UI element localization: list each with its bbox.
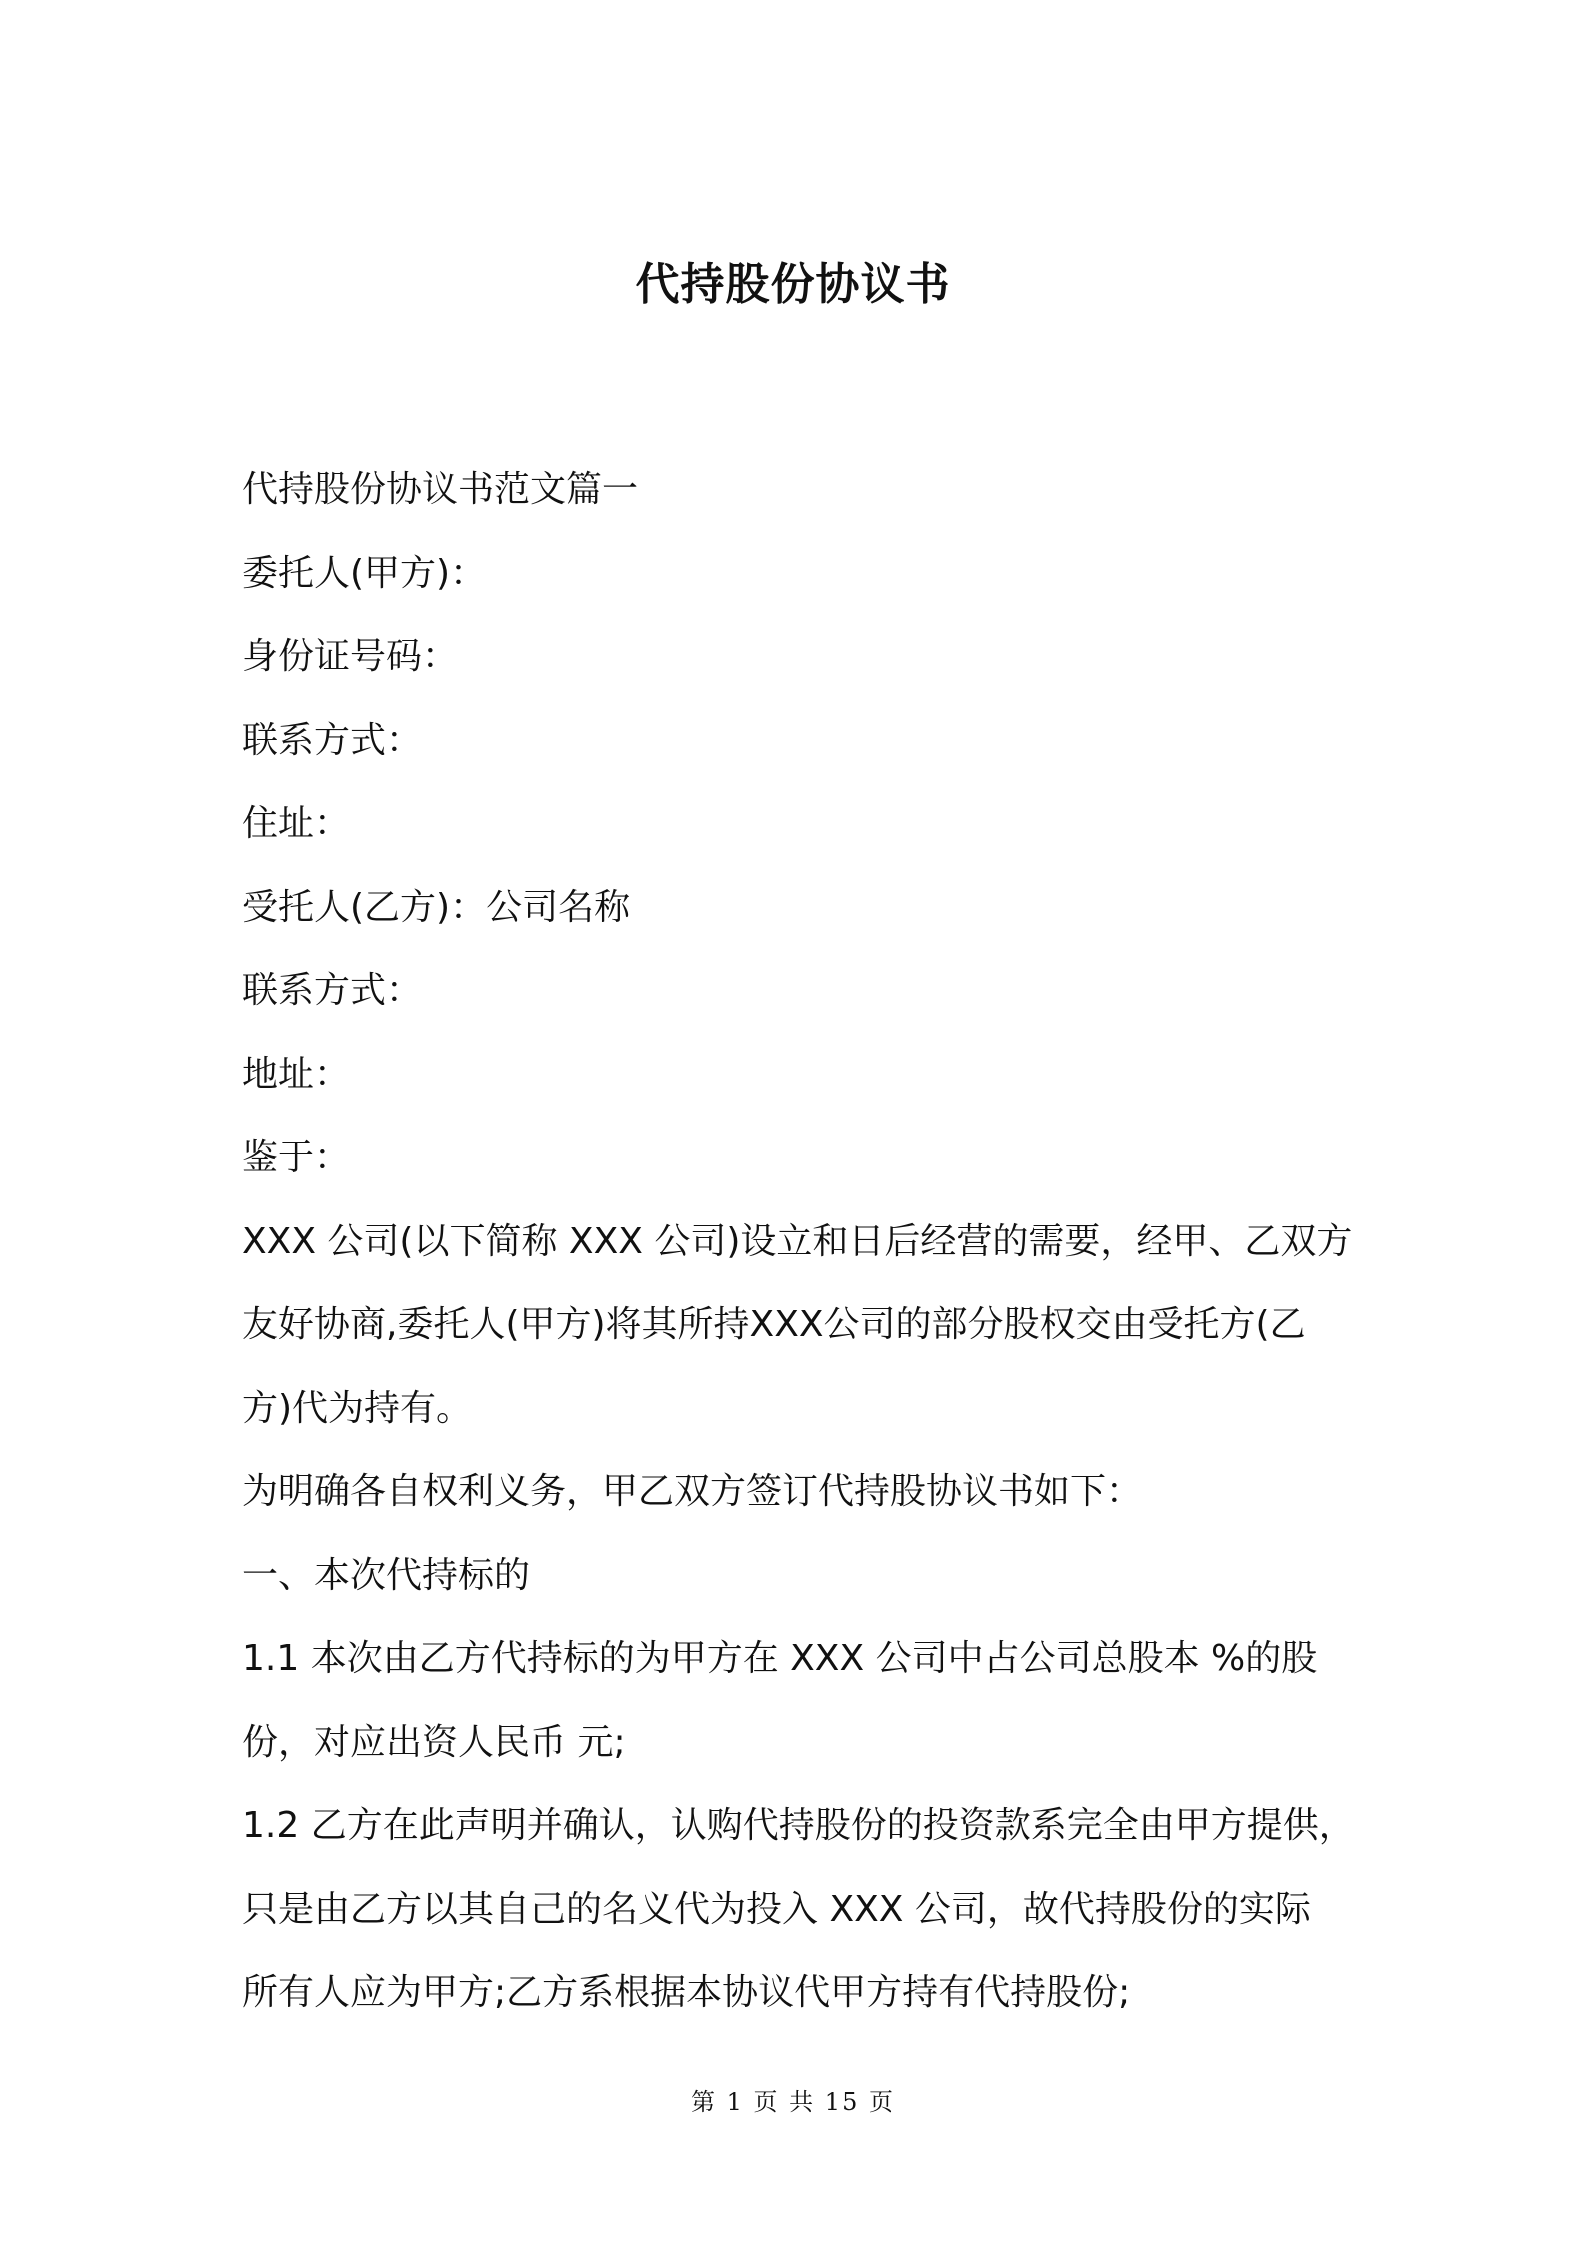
document-body <box>242 448 1362 2035</box>
text-line: 1.2 乙方在此声明并确认，认购代持股份的投资款系完全由甲方提供， <box>242 1805 1355 1846</box>
document-title: 代持股份协议书 <box>635 259 951 310</box>
text-line: 友好协商,委托人(甲方)将其所持XXX公司的部分股权交由受托方(乙 <box>242 1304 1306 1345</box>
text-line: 所有人应为甲方;乙方系根据本协议代甲方持有代持股份; <box>242 1972 1131 2013</box>
text-line: 委托人(甲方)： <box>242 552 487 594</box>
text-line: 联系方式： <box>242 719 423 761</box>
page-number-footer: 第 1 页 共 15 页 <box>691 2088 895 2116</box>
text-line: 1.1 本次由乙方代持标的为甲方在 XXX 公司中占公司总股本 %的股 <box>242 1638 1318 1679</box>
text-line: 受托人(乙方)：公司名称 <box>242 886 631 928</box>
text-line: 身份证号码： <box>242 636 459 677</box>
text-line: XXX 公司(以下简称 XXX 公司)设立和日后经营的需要，经甲、乙双方 <box>242 1220 1353 1262</box>
text-line: 鉴于： <box>242 1137 351 1178</box>
text-line: 方)代为持有。 <box>242 1387 473 1429</box>
text-line: 联系方式： <box>242 970 423 1011</box>
section-heading: 一、本次代持标的 <box>242 1554 531 1596</box>
text-line: 份，对应出资人民币 元; <box>242 1721 626 1763</box>
text-line: 住址： <box>242 803 351 844</box>
text-line: 地址： <box>242 1053 351 1095</box>
text-line: 代持股份协议书范文篇一 <box>242 469 639 510</box>
text-line: 只是由乙方以其自己的名义代为投入 XXX 公司，故代持股份的实际 <box>242 1888 1311 1930</box>
text-line: 为明确各自权利义务，甲乙双方签订代持股协议书如下： <box>242 1471 1143 1512</box>
